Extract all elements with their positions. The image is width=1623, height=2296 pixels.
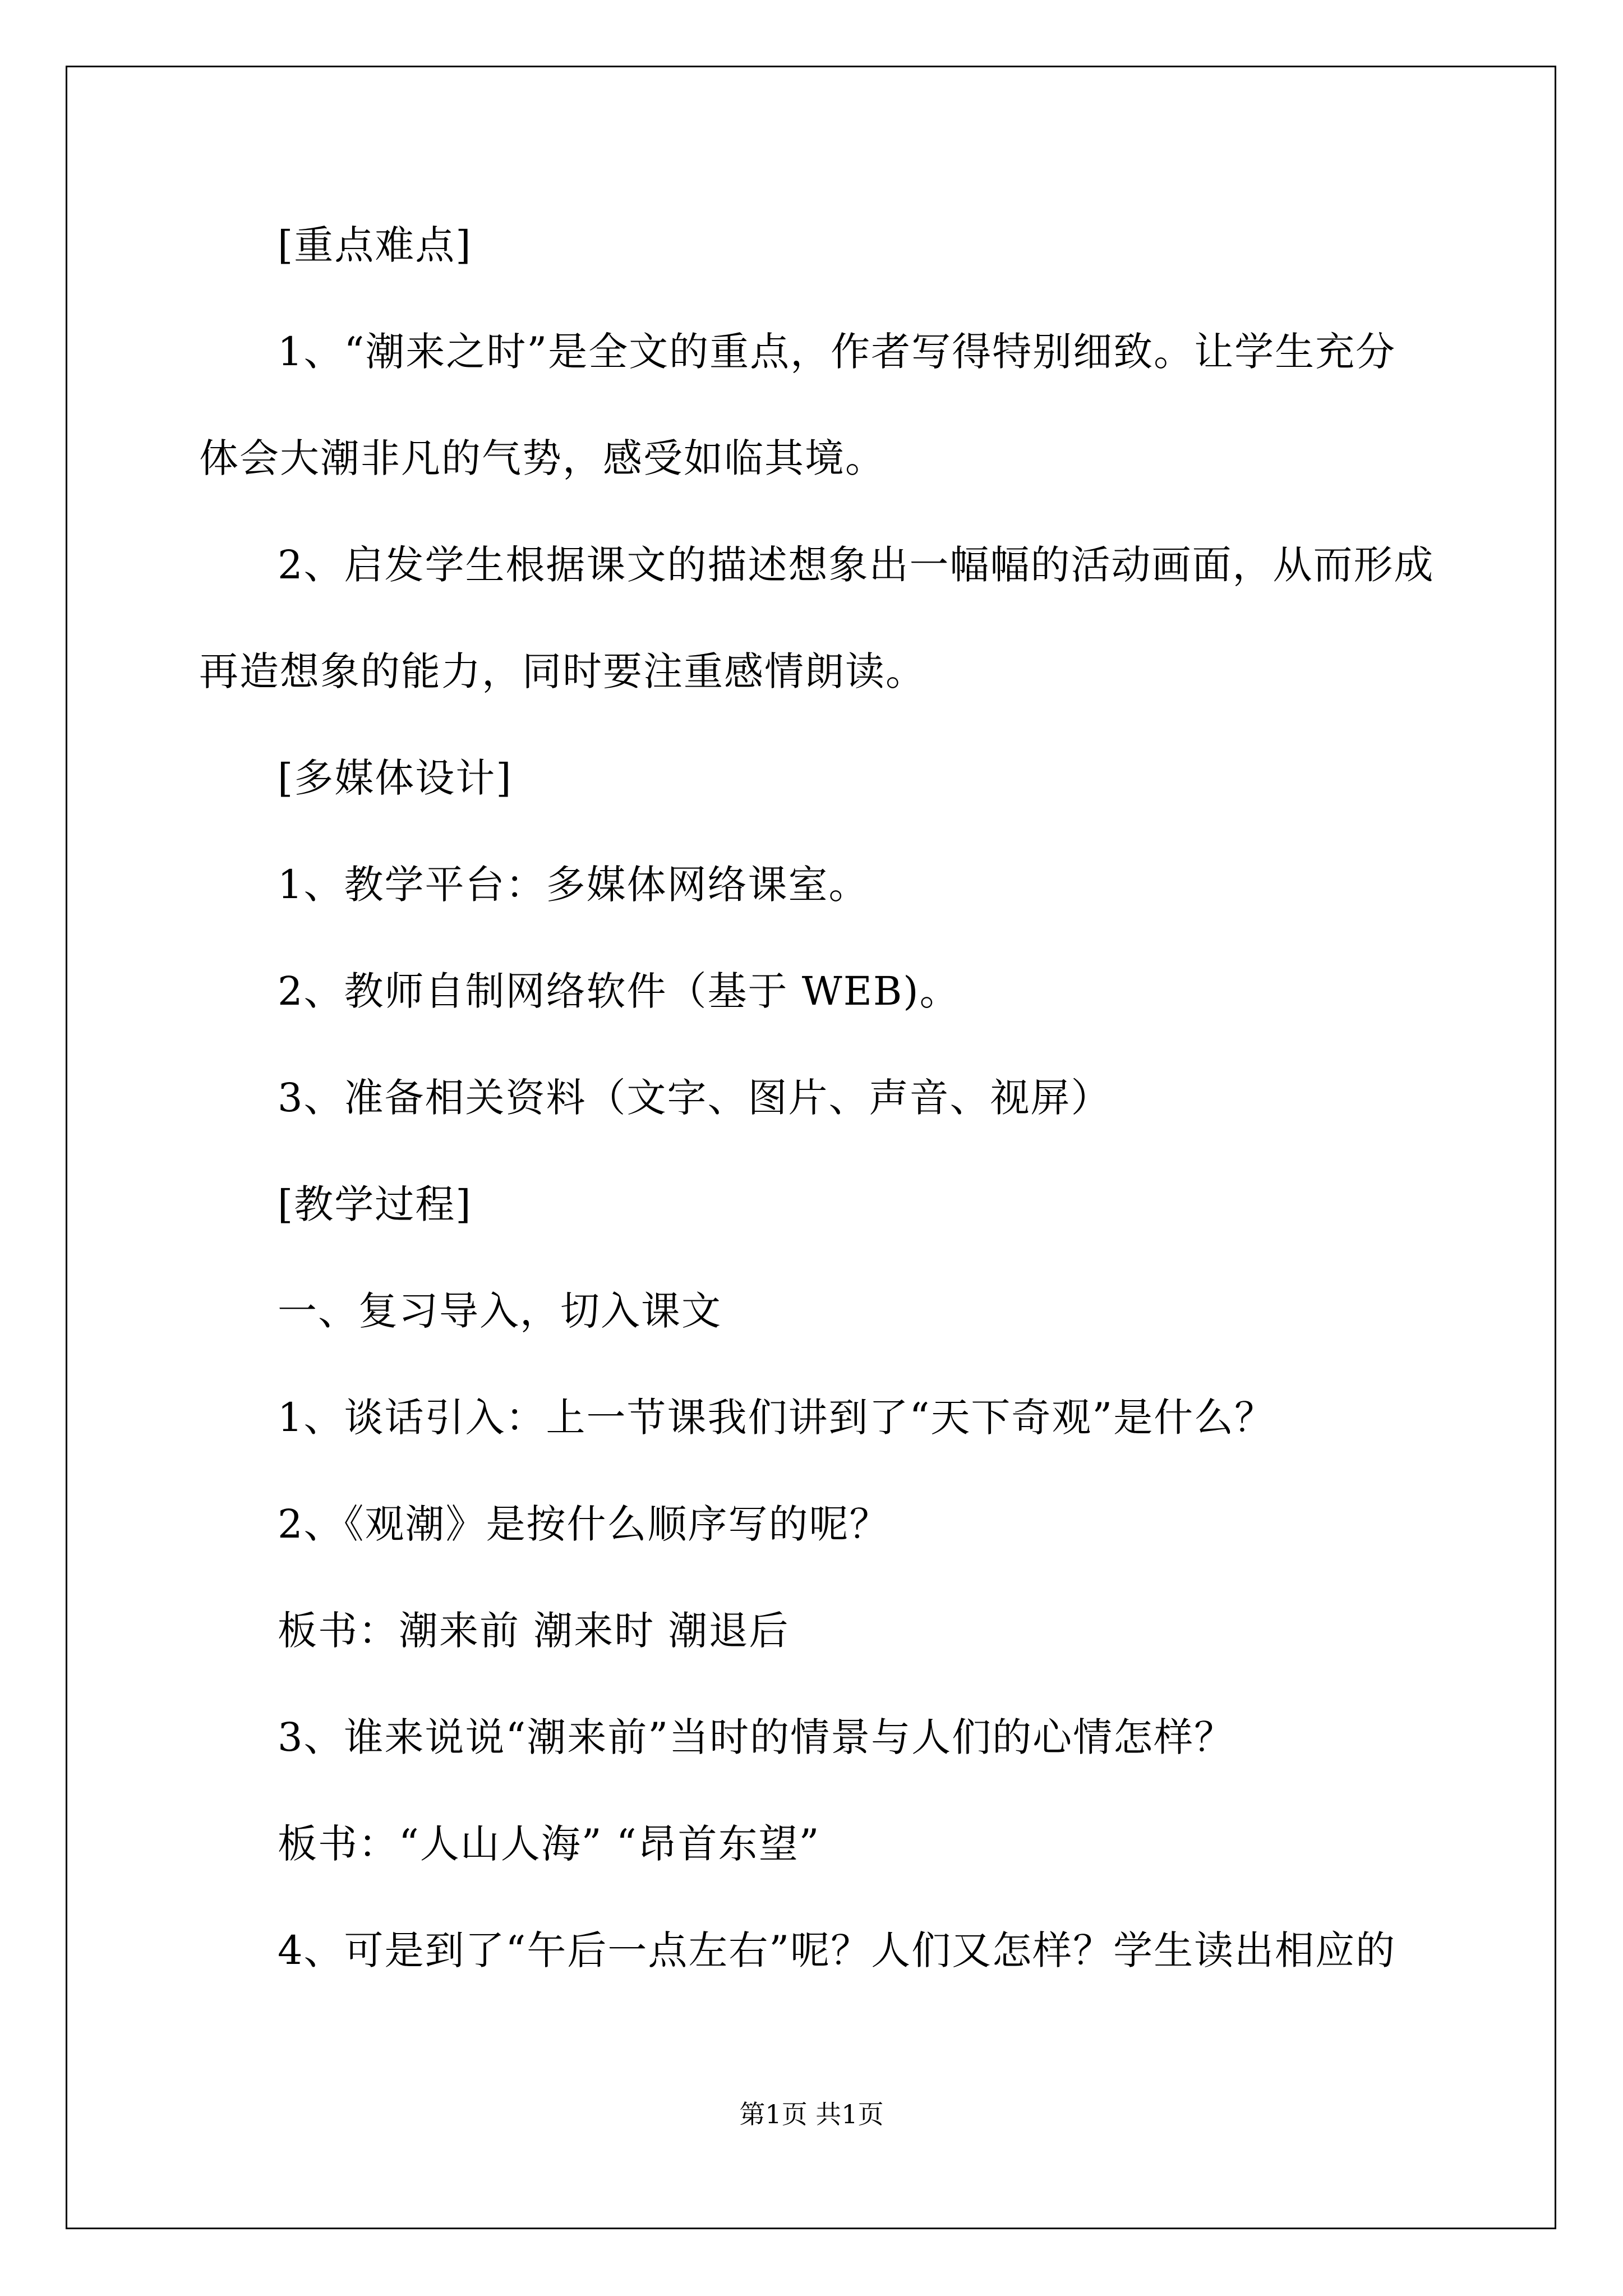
heading-multimedia-design: [多媒体设计] bbox=[278, 755, 513, 801]
paragraph: 2、《观潮》是按什么顺序写的呢？ bbox=[278, 1501, 890, 1547]
blackboard-note: 板书：潮来前 潮来时 潮退后 bbox=[278, 1608, 790, 1654]
paragraph: 1、“潮来之时”是全文的重点，作者写得特别细致。让学生充分 bbox=[278, 329, 1396, 375]
paragraph: 1、教学平台：多媒体网络课室。 bbox=[278, 862, 869, 908]
document-body bbox=[199, 214, 1433, 2026]
paragraph: 1、谈话引入：上一节课我们讲到了“天下奇观”是什么？ bbox=[278, 1395, 1275, 1441]
paragraph: 3、准备相关资料（文字、图片、声音、视屏） bbox=[278, 1075, 1112, 1121]
paragraph: 3、谁来说说“潮来前”当时的情景与人们的心情怎样？ bbox=[278, 1714, 1235, 1760]
paragraph-continuation: 体会大潮非凡的气势，感受如临其境。 bbox=[199, 435, 886, 481]
paragraph-continuation: 再造想象的能力，同时要注重感情朗读。 bbox=[199, 648, 926, 694]
blackboard-note: 板书：“人山人海” “昂首东望” bbox=[278, 1821, 820, 1867]
paragraph: 2、启发学生根据课文的描述想象出一幅幅的活动画面，从而形成 bbox=[278, 542, 1435, 588]
section-heading: 一、复习导入，切入课文 bbox=[278, 1288, 722, 1334]
paragraph: 4、可是到了“午后一点左右”呢？人们又怎样？学生读出相应的 bbox=[278, 1927, 1396, 1973]
paragraph: 2、教师自制网络软件（基于 WEB)。 bbox=[278, 968, 960, 1014]
page-footer: 第1页 共1页 bbox=[739, 2099, 884, 2129]
heading-teaching-process: [教学过程] bbox=[278, 1181, 472, 1227]
heading-key-points: [重点难点] bbox=[278, 222, 472, 268]
